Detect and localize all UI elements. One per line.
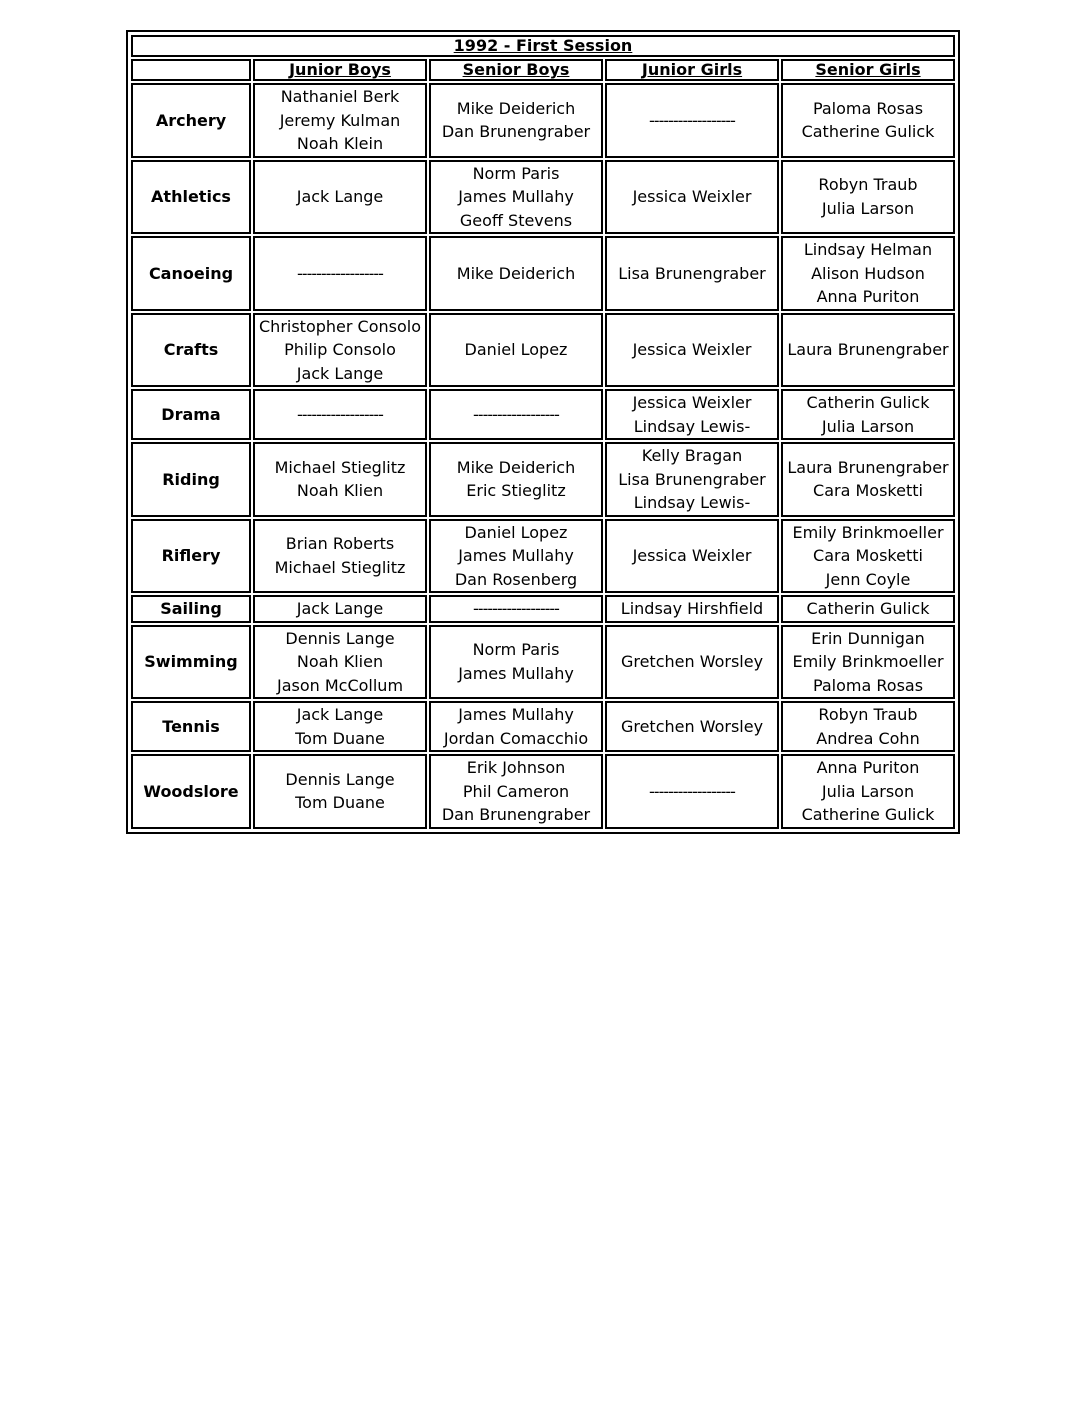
camper-name: Julia Larson (821, 416, 915, 436)
camper-name: Dan Rosenberg (454, 569, 578, 589)
camper-name: Laura Brunengraber (787, 340, 949, 359)
roster-row-canoeing (131, 236, 955, 311)
camper-name: Norm Paris (472, 640, 560, 660)
cell-senior-girls (781, 701, 955, 752)
cell-senior-girls (781, 519, 955, 594)
cell-junior-boys (253, 83, 427, 158)
cell-senior-girls (781, 83, 955, 158)
camper-name: Julia Larson (821, 781, 915, 801)
roster-row-drama (131, 389, 955, 440)
roster-row-riflery (131, 519, 955, 594)
header-senior-boys: Senior Boys (429, 59, 603, 81)
cell-junior-girls (605, 389, 779, 440)
cell-senior-girls (781, 595, 955, 623)
camper-name: Robyn Traub (818, 175, 918, 195)
activity-label: Sailing (131, 595, 251, 623)
roster-row-woodslore (131, 754, 955, 829)
camper-name: Norm Paris (472, 163, 560, 183)
cell-junior-boys (253, 595, 427, 623)
camper-name: Anna Puriton (816, 758, 920, 777)
cell-junior-girls (605, 313, 779, 388)
camper-name: Philip Consolo (284, 340, 396, 359)
cell-junior-boys (253, 754, 427, 829)
cell-junior-girls (605, 236, 779, 311)
activity-label: Archery (131, 83, 251, 158)
activity-label: Woodslore (131, 754, 251, 829)
cell-junior-boys (253, 313, 427, 388)
cell-junior-girls (605, 160, 779, 235)
camper-name: Dan Brunengraber (441, 805, 591, 824)
camper-name: Jordan Comacchio (443, 728, 589, 748)
camper-name: Eric Stieglitz (466, 481, 566, 501)
camper-name: Lindsay Hirshfield (620, 599, 764, 618)
cell-senior-boys (429, 519, 603, 594)
camper-name: Jenn Coyle (825, 569, 911, 589)
camper-name: Noah Klein (296, 134, 384, 153)
camper-name: Brian Roberts (285, 534, 395, 554)
cell-junior-girls (605, 625, 779, 700)
camper-name: Anna Puriton (816, 287, 920, 306)
camper-name: Gretchen Worsley (620, 652, 764, 671)
header-senior-girls: Senior Girls (781, 59, 955, 81)
empty-placeholder: ------------------ (649, 110, 735, 130)
cell-senior-boys (429, 625, 603, 700)
cell-junior-girls (605, 519, 779, 594)
camper-name: Kelly Bragan (641, 446, 743, 465)
camper-name: Paloma Rosas (812, 98, 924, 118)
camper-name: Jason McCollum (276, 675, 404, 695)
camper-name: Jack Lange (296, 705, 384, 724)
camper-name: Nathaniel Berk (280, 87, 400, 106)
cell-senior-girls (781, 754, 955, 829)
camper-name: Paloma Rosas (812, 675, 924, 695)
roster-row-sailing (131, 595, 955, 623)
cell-senior-boys (429, 389, 603, 440)
camper-name: Daniel Lopez (464, 522, 568, 542)
roster-row-crafts (131, 313, 955, 388)
camper-name: Lindsay Helman (803, 240, 933, 259)
cell-senior-girls (781, 313, 955, 388)
camper-name: Catherin Gulick (806, 599, 930, 618)
camper-name: Dan Brunengraber (441, 122, 591, 142)
cell-junior-girls (605, 595, 779, 623)
header-junior-girls: Junior Girls (605, 59, 779, 81)
camper-name: Catherine Gulick (801, 122, 935, 142)
cell-junior-boys (253, 442, 427, 517)
cell-senior-boys (429, 595, 603, 623)
camper-name: Jessica Weixler (632, 187, 752, 206)
cell-senior-girls (781, 160, 955, 235)
empty-placeholder: ------------------ (473, 404, 559, 424)
activity-label: Crafts (131, 313, 251, 388)
camper-name: Andrea Cohn (816, 728, 920, 748)
empty-placeholder: ------------------ (649, 781, 735, 801)
camper-name: Tom Duane (295, 728, 385, 748)
camper-name: Mike Deiderich (456, 263, 576, 283)
cell-senior-boys (429, 160, 603, 235)
camper-name: Emily Brinkmoeller (792, 652, 944, 671)
header-row (131, 59, 955, 81)
cell-junior-boys (253, 236, 427, 311)
camper-name: Erik Johnson (466, 758, 566, 777)
cell-junior-girls (605, 701, 779, 752)
camper-name: Dennis Lange (285, 769, 395, 789)
cell-senior-boys (429, 754, 603, 829)
camper-name: Phil Cameron (462, 781, 570, 801)
camper-name: Jeremy Kulman (279, 110, 401, 130)
cell-junior-boys (253, 519, 427, 594)
cell-junior-girls (605, 442, 779, 517)
cell-junior-boys (253, 701, 427, 752)
camper-name: Noah Klien (296, 481, 384, 501)
roster-table (129, 33, 957, 831)
camper-name: Catherine Gulick (801, 805, 935, 824)
empty-placeholder: ------------------ (297, 404, 383, 424)
camper-name: Lindsay Lewis- (633, 416, 751, 436)
roster-body (131, 83, 955, 829)
cell-senior-boys (429, 313, 603, 388)
cell-junior-girls (605, 754, 779, 829)
camper-name: James Mullahy (458, 705, 574, 724)
cell-senior-boys (429, 83, 603, 158)
roster-row-tennis (131, 701, 955, 752)
title-row (131, 35, 955, 57)
cell-junior-boys (253, 625, 427, 700)
camper-name: Jessica Weixler (632, 546, 752, 565)
camper-name: James Mullahy (458, 546, 574, 565)
empty-placeholder: ------------------ (473, 599, 559, 618)
activity-label: Canoeing (131, 236, 251, 311)
roster-row-swimming (131, 625, 955, 700)
camper-name: Cara Mosketti (813, 481, 923, 501)
camper-name: Mike Deiderich (456, 98, 576, 118)
roster-row-archery (131, 83, 955, 158)
cell-senior-boys (429, 442, 603, 517)
camper-name: Laura Brunengraber (787, 457, 949, 477)
camper-name: Gretchen Worsley (620, 716, 764, 736)
cell-junior-boys (253, 389, 427, 440)
camper-name: Jack Lange (296, 187, 384, 206)
camper-name: Cara Mosketti (813, 546, 923, 565)
cell-senior-boys (429, 701, 603, 752)
camper-name: Jack Lange (296, 599, 384, 618)
camper-name: Jack Lange (296, 363, 384, 383)
cell-senior-girls (781, 625, 955, 700)
camper-name: Tom Duane (295, 793, 385, 813)
table-title: 1992 - First Session (131, 35, 955, 57)
camper-name: Emily Brinkmoeller (792, 522, 944, 542)
empty-placeholder: ------------------ (297, 263, 383, 283)
camper-name: Catherin Gulick (806, 393, 930, 412)
camper-name: Julia Larson (821, 198, 915, 218)
camper-name: Jessica Weixler (632, 340, 752, 359)
activity-label: Riflery (131, 519, 251, 594)
cell-junior-girls (605, 83, 779, 158)
activity-label: Riding (131, 442, 251, 517)
roster-row-athletics (131, 160, 955, 235)
cell-senior-girls (781, 442, 955, 517)
camper-name: Alison Hudson (811, 263, 925, 283)
session-roster-sheet (126, 30, 960, 834)
camper-name: Mike Deiderich (456, 457, 576, 477)
camper-name: Erin Dunnigan (811, 628, 925, 648)
cell-senior-boys (429, 236, 603, 311)
camper-name: Lisa Brunengraber (618, 263, 766, 283)
cell-senior-girls (781, 236, 955, 311)
activity-label: Drama (131, 389, 251, 440)
camper-name: Lindsay Lewis- (633, 493, 751, 512)
camper-name: Geoff Stevens (459, 210, 573, 230)
camper-name: Dennis Lange (285, 628, 395, 648)
camper-name: James Mullahy (458, 663, 574, 683)
camper-name: Noah Klien (296, 652, 384, 671)
camper-name: James Mullahy (458, 187, 574, 206)
camper-name: Lisa Brunengraber (618, 469, 766, 489)
camper-name: Daniel Lopez (464, 340, 568, 359)
camper-name: Michael Stieglitz (274, 457, 406, 477)
camper-name: Robyn Traub (818, 705, 918, 724)
header-junior-boys: Junior Boys (253, 59, 427, 81)
activity-label: Swimming (131, 625, 251, 700)
camper-name: Jessica Weixler (632, 393, 752, 412)
activity-label: Athletics (131, 160, 251, 235)
header-activity (131, 59, 251, 81)
camper-name: Michael Stieglitz (274, 557, 406, 577)
camper-name: Christopher Consolo (259, 316, 421, 336)
cell-junior-boys (253, 160, 427, 235)
cell-senior-girls (781, 389, 955, 440)
roster-row-riding (131, 442, 955, 517)
activity-label: Tennis (131, 701, 251, 752)
